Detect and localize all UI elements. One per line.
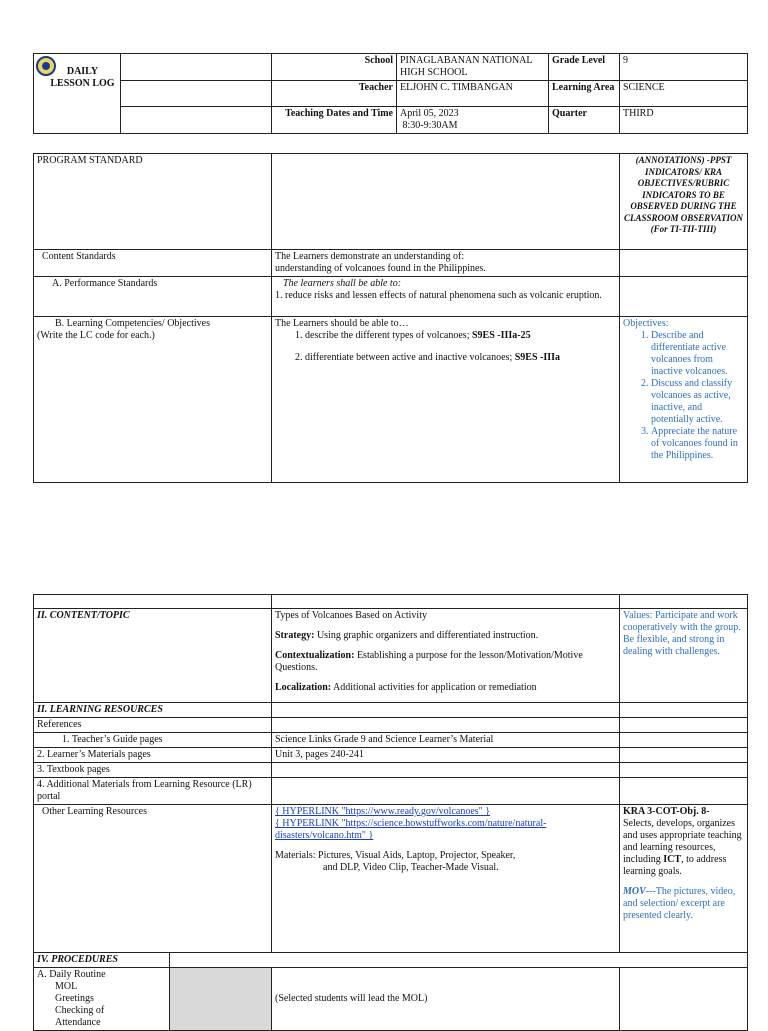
- school-value: PINAGLABANAN NATIONAL HIGH SCHOOL: [397, 54, 549, 81]
- annotation-cell: [620, 250, 748, 277]
- blank-cell: [620, 703, 748, 718]
- blank-cell: [272, 703, 620, 718]
- kra-annotation: KRA 3-COT-Obj. 8- Selects, develops, organizes and uses appropriate teaching and learning resources, including ICT, to address learning goals. MOV---The pictures, video, and selection/ excerpt are presented clearly.: [620, 805, 748, 953]
- procedures-label: IV. PROCEDURES: [34, 953, 170, 968]
- blank-cell: [620, 733, 748, 748]
- learners-materials-value: Unit 3, pages 240-241: [272, 748, 620, 763]
- program-standard-label: PROGRAM STANDARD: [34, 154, 272, 250]
- content-standards-label: Content Standards: [34, 250, 272, 277]
- performance-standards-label: A. Performance Standards: [34, 277, 272, 317]
- grade-level-label: Grade Level: [549, 54, 620, 81]
- learning-area-label: Learning Area: [549, 81, 620, 107]
- competencies-value: The Learners should be able to… 1. describe the different types of volcanoes; S9ES -IIIa-25 2. differentiate between active and inactive volcanoes; S9ES -IIIa: [272, 317, 620, 483]
- daily-routine-note: (Selected students will lead the MOL): [272, 968, 620, 1031]
- blank-cell: [620, 778, 748, 805]
- blank-cell: [121, 54, 272, 81]
- quarter-value: THIRD: [620, 107, 748, 134]
- hyperlink-howstuffworks[interactable]: { HYPERLINK "https://science.howstuffworks.com/nature/natural-disasters/volcano.htm" }: [275, 818, 547, 841]
- teachers-guide-value: Science Links Grade 9 and Science Learner’s Material: [272, 733, 620, 748]
- shaded-cell: [170, 968, 272, 1031]
- school-label: School: [272, 54, 397, 81]
- daily-routine-label: A. Daily Routine MOL Greetings Checking of Attendance: [34, 968, 170, 1031]
- objective-item: 3. Appreciate the nature of volcanoes found in the Philippines.: [651, 426, 744, 462]
- objective-item: 2. Discuss and classify volcanoes as active, inactive, and potentially active.: [651, 378, 744, 426]
- teachers-guide-label: 1. Teacher’s Guide pages: [34, 733, 272, 748]
- textbook-label: 3. Textbook pages: [34, 763, 272, 778]
- blank-cell: [620, 718, 748, 733]
- objective-item: 1. Describe and differentiate active volcanoes from inactive volcanoes.: [651, 330, 744, 378]
- grade-level-value: 9: [620, 54, 748, 81]
- blank-cell: [121, 81, 272, 107]
- learners-materials-label: 2. Learner’s Materials pages: [34, 748, 272, 763]
- objectives-annotation: Objectives: 1. Describe and differentiate active volcanoes from inactive volcanoes. 2. Discuss and classify volcanoes as active, inactive, and potentially active. 3. Appreciate the nature of volcanoes found in the Philippines.: [620, 317, 748, 483]
- teacher-value: ELJOHN C. TIMBANGAN: [397, 81, 549, 107]
- teacher-label: Teacher: [272, 81, 397, 107]
- blank-cell: [620, 595, 748, 609]
- quarter-label: Quarter: [549, 107, 620, 134]
- blank-cell: [121, 107, 272, 134]
- dll-title: DAILY LESSON LOG: [34, 54, 121, 134]
- annotations-header: (ANNOTATIONS) -PPST INDICATORS/ KRA OBJECTIVES/RUBRIC INDICATORS TO BE OBSERVED DURING THE CLASSROOM OBSERVATION (For TI-TII-TIII): [620, 154, 748, 250]
- annotation-cell: [620, 277, 748, 317]
- values-annotation: Values: Participate and work cooperatively with the group. Be flexible, and strong in dealing with challenges.: [620, 609, 748, 703]
- blank-cell: [620, 968, 748, 1031]
- blank-cell: [272, 595, 620, 609]
- other-resources-value: { HYPERLINK "https://www.ready.gov/volcanoes" } { HYPERLINK "https://science.howstuffworks.com/nature/natural-disasters/volcano.htm" } Materials: Pictures, Visual Aids, Laptop, Projector, Speaker, and DLP, Video Clip, Teacher-Made Visual.: [272, 805, 620, 953]
- blank-cell: [620, 763, 748, 778]
- blank-cell: [34, 595, 272, 609]
- header-table: [33, 53, 748, 134]
- references-label: References: [34, 718, 272, 733]
- blank-cell: [272, 718, 620, 733]
- standards-table: [33, 153, 748, 483]
- program-standard-value: [272, 154, 620, 250]
- blank-cell: [272, 778, 620, 805]
- competencies-label: B. Learning Competencies/ Objectives (Write the LC code for each.): [34, 317, 272, 483]
- content-topic-label: II. CONTENT/TOPIC: [34, 609, 272, 703]
- competency-item: 2. differentiate between active and inactive volcanoes; S9ES -IIIa: [305, 352, 616, 364]
- blank-cell: [272, 763, 620, 778]
- hyperlink-ready-gov[interactable]: { HYPERLINK "https://www.ready.gov/volcanoes" }: [275, 806, 491, 817]
- dates-label: Teaching Dates and Time: [272, 107, 397, 134]
- dates-value: April 05, 2023 8:30-9:30AM: [397, 107, 549, 134]
- content-topic-value: Types of Volcanoes Based on Activity Strategy: Using graphic organizers and differentiated instruction. Contextualization: Establishing a purpose for the lesson/Motivation/Motive Questions. Localization: Additional activities for application or remediation: [272, 609, 620, 703]
- competency-item: 1. describe the different types of volcanoes; S9ES -IIIa-25: [305, 330, 616, 342]
- additional-materials-label: 4. Additional Materials from Learning Resource (LR) portal: [34, 778, 272, 805]
- blank-cell: [170, 953, 748, 968]
- content-table: [33, 594, 748, 1031]
- performance-standards-value: The learners shall be able to: 1. reduce risks and lessen effects of natural phenomena such as volcanic eruption.: [272, 277, 620, 317]
- blank-cell: [620, 748, 748, 763]
- learning-resources-label: II. LEARNING RESOURCES: [34, 703, 272, 718]
- learning-area-value: SCIENCE: [620, 81, 748, 107]
- other-resources-label: Other Learning Resources: [34, 805, 272, 953]
- content-standards-value: The Learners demonstrate an understanding of: understanding of volcanoes found in the Philippines.: [272, 250, 620, 277]
